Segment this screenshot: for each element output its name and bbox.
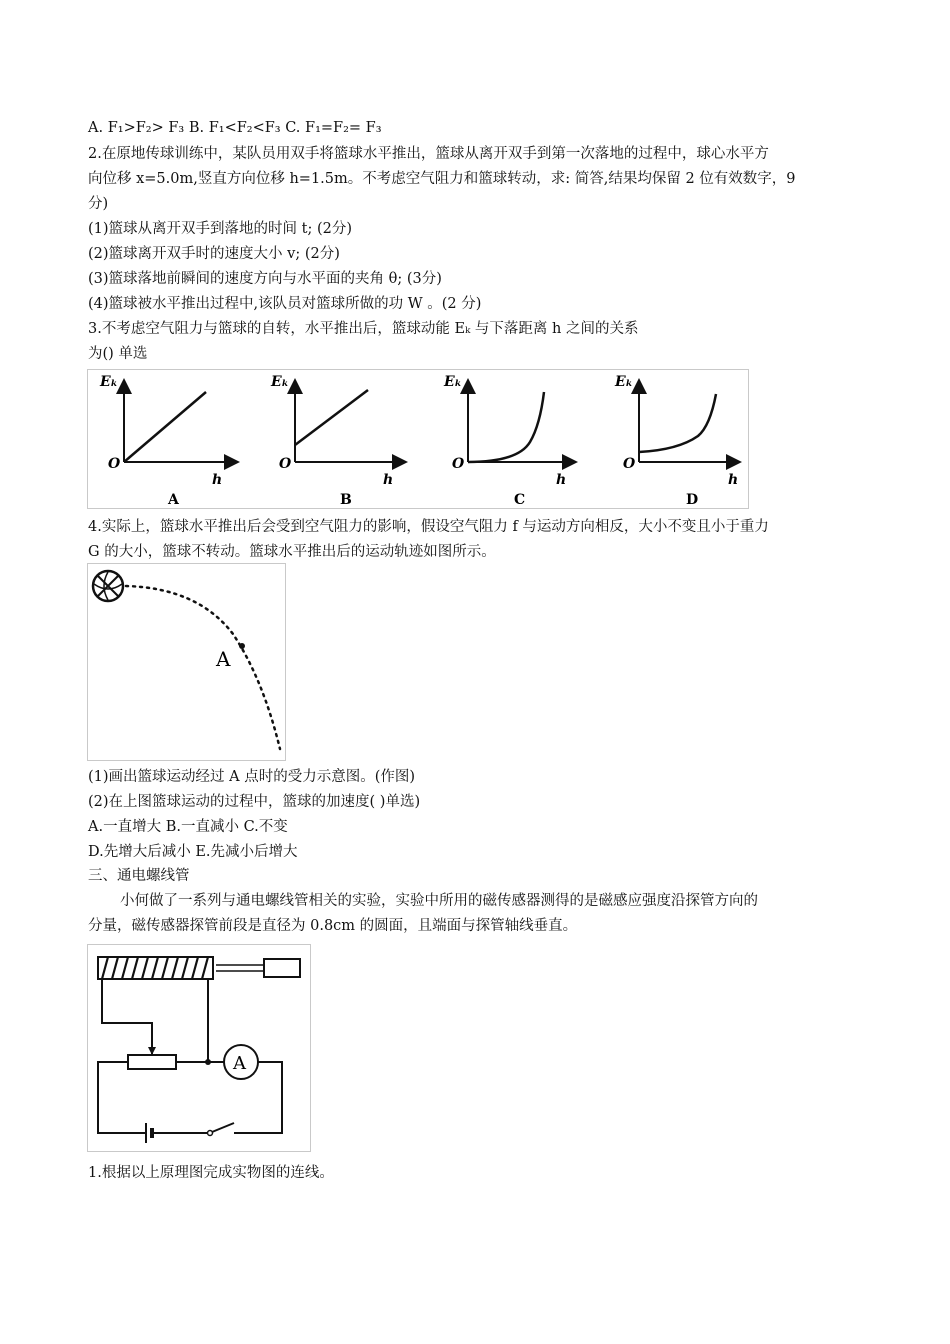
magnetic-sensor-probe <box>216 959 300 977</box>
q4-line1: 4.实际上，篮球水平推出后会受到空气阻力的影响，假设空气阻力 f 与运动方向相反，大小不变且小于重力 <box>88 519 769 535</box>
x-axis-label: h <box>212 472 223 488</box>
solenoid-coil <box>98 957 213 979</box>
option-label: D <box>686 492 699 508</box>
solenoid-circuit-figure <box>87 944 311 1152</box>
option-label: A <box>168 492 179 508</box>
ek-h-graphs-figure <box>87 369 749 509</box>
section-para-line2: 分量，磁传感器探管前段是直径为 0.8cm 的圆面，且端面与探管轴线垂直。 <box>88 918 578 934</box>
q2-part1: (1)篮球从离开双手到落地的时间 t; (2分) <box>88 221 353 237</box>
trajectory-path <box>126 586 280 749</box>
option-label: C <box>514 492 526 508</box>
q3-line2: 为() 单选 <box>88 346 148 362</box>
point-a-marker <box>239 643 245 649</box>
q4-options-row1: A.一直增大 B.一直减小 C.不变 <box>88 819 288 835</box>
junction-dot <box>205 1059 211 1065</box>
y-axis-label: Eₖ <box>100 374 118 390</box>
q2-stem-line1: 2.在原地传球训练中，某队员用双手将篮球水平推出，篮球从离开双手到第一次落地的过程中，球心水平方 <box>88 146 769 162</box>
y-axis-label: Eₖ <box>271 374 289 390</box>
graph-b <box>270 374 406 508</box>
graph-d <box>614 374 740 508</box>
ammeter-label: A <box>233 1053 246 1074</box>
section-task1: 1.根据以上原理图完成实物图的连线。 <box>88 1165 334 1181</box>
switch <box>208 1123 239 1136</box>
option-label: B <box>340 492 352 508</box>
rheostat <box>128 1047 176 1069</box>
origin-label: O <box>623 456 636 472</box>
trajectory-figure <box>87 563 286 761</box>
origin-label: O <box>452 456 465 472</box>
q4-sub1: (1)画出篮球运动经过 A 点时的受力示意图。(作图) <box>88 769 416 785</box>
point-a-label: A <box>216 647 231 671</box>
battery <box>138 1123 208 1143</box>
basketball-icon <box>93 571 123 601</box>
x-axis-label: h <box>556 472 567 488</box>
q2-part4: (4)篮球被水平推出过程中,该队员对篮球所做的功 W 。(2 分) <box>88 296 482 312</box>
section-para-line1: 小何做了一系列与通电螺线管相关的实验，实验中所用的磁传感器测得的是磁感应强度沿探管方向的 <box>120 893 758 909</box>
q1-options: A. F₁>F₂> F₃ B. F₁<F₂<F₃ C. F₁=F₂= F₃ <box>88 120 382 136</box>
y-axis-label: Eₖ <box>444 374 462 390</box>
section-heading: 三、通电螺线管 <box>88 868 190 884</box>
graph-a <box>99 374 238 508</box>
x-axis-label: h <box>383 472 394 488</box>
origin-label: O <box>108 456 121 472</box>
q4-sub2: (2)在上图篮球运动的过程中，篮球的加速度( )单选) <box>88 794 421 810</box>
y-axis-label: Eₖ <box>615 374 633 390</box>
q4-options-row2: D.先增大后减小 E.先减小后增大 <box>88 844 298 860</box>
q2-stem-line3: 分) <box>88 196 109 212</box>
origin-label: O <box>279 456 292 472</box>
ammeter <box>224 1045 258 1079</box>
q2-part3: (3)篮球落地前瞬间的速度方向与水平面的夹角 θ; (3分) <box>88 271 442 287</box>
q4-line2: G 的大小，篮球不转动。篮球水平推出后的运动轨迹如图所示。 <box>88 544 496 560</box>
graph-c <box>443 374 576 508</box>
q3-line1: 3.不考虑空气阻力与篮球的自转，水平推出后，篮球动能 Eₖ 与下落距离 h 之间的关系 <box>88 321 639 337</box>
x-axis-label: h <box>728 472 739 488</box>
q2-stem-line2: 向位移 x=5.0m,竖直方向位移 h=1.5m。不考虑空气阻力和篮球转动，求: 简答,结果均保留 2 位有效数字，9 <box>88 171 796 187</box>
q2-part2: (2)篮球离开双手时的速度大小 v; (2分) <box>88 246 340 262</box>
